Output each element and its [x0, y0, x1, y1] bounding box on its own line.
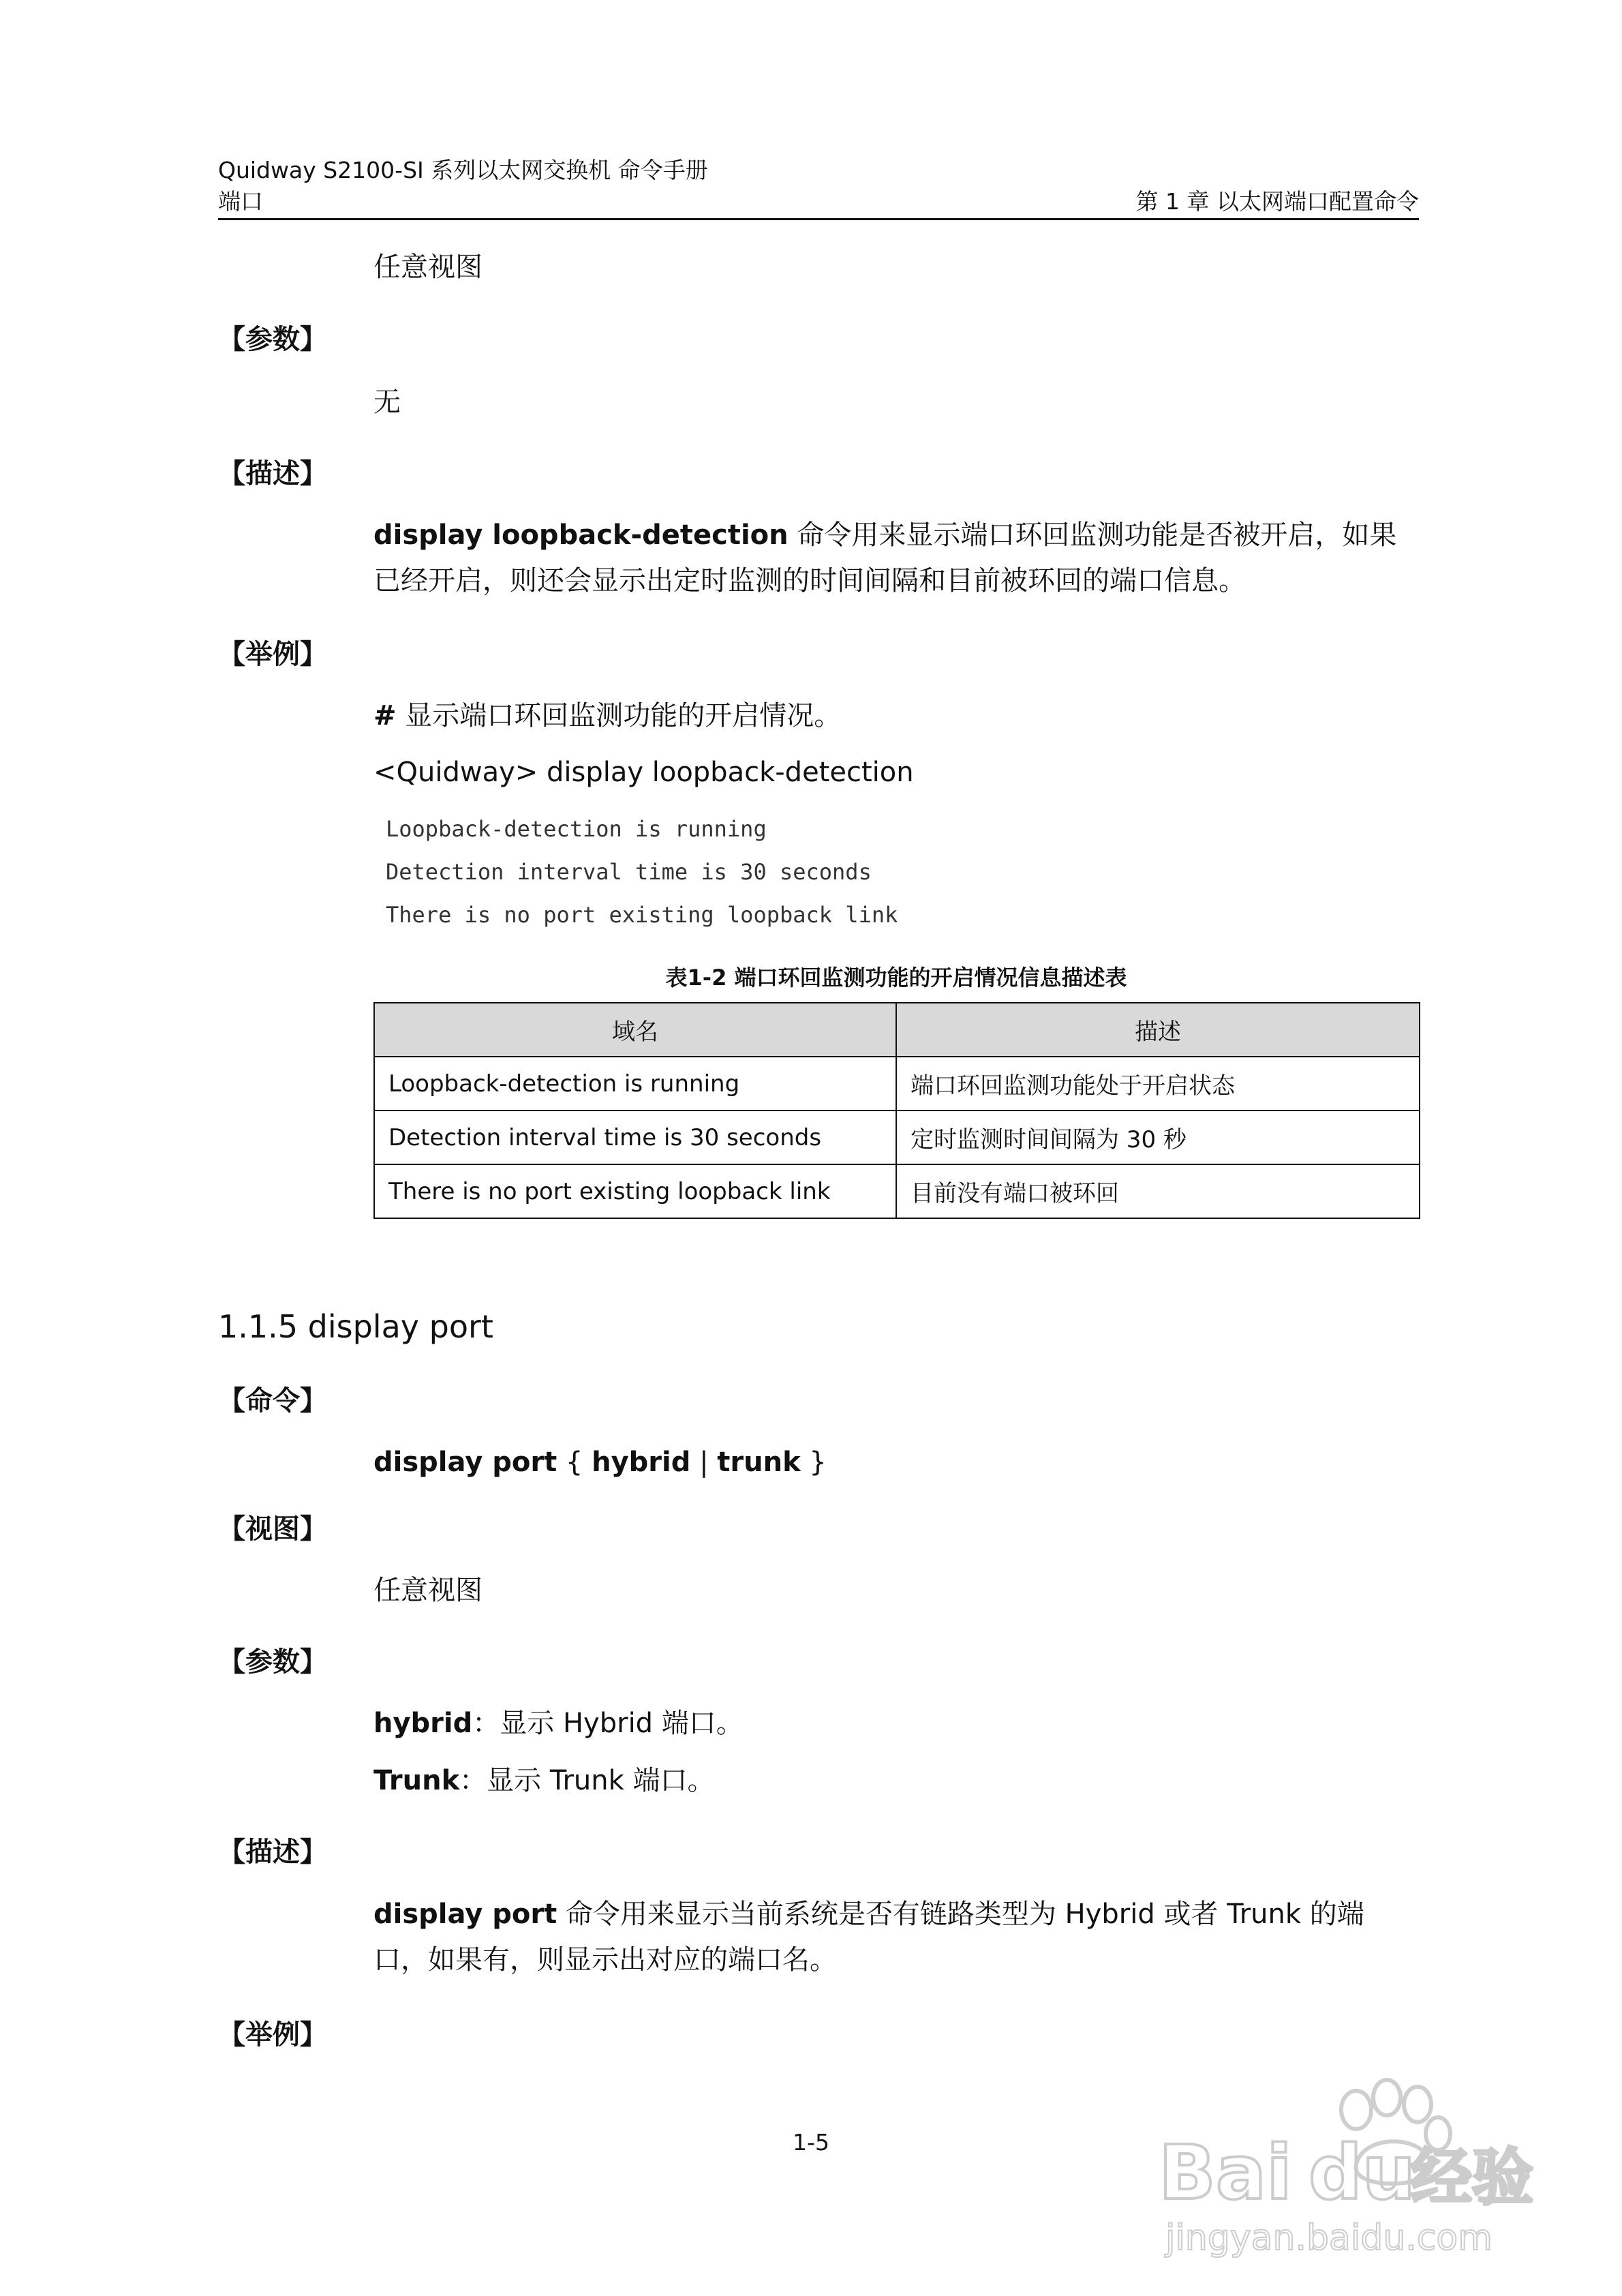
param-trunk	[373, 1764, 714, 1798]
description-cell: 端口环回监测功能处于开启状态	[896, 1057, 1420, 1111]
field-cell: There is no port existing loopback link	[374, 1164, 896, 1218]
syntax-trunk: trunk	[717, 1447, 801, 1478]
table-row	[374, 1111, 1420, 1164]
port-desc-heading: 【描述】	[218, 1837, 327, 1868]
loopback-description	[373, 513, 1416, 604]
output-line: There is no port existing loopback link	[386, 902, 898, 928]
port-description	[373, 1892, 1416, 1983]
loopback-example-comment	[373, 699, 841, 733]
loopback-view-text: 任意视图	[373, 252, 483, 283]
column-header-description: 描述	[896, 1003, 1420, 1057]
chapter-title: 第 1 章 以太网端口配置命令	[1135, 188, 1419, 215]
syntax-close-brace: }	[800, 1447, 827, 1478]
syntax-command: display port	[373, 1447, 557, 1478]
doc-title: Quidway S2100-SI 系列以太网交换机 命令手册	[218, 157, 708, 183]
svg-text:Bai: Bai	[1159, 2129, 1292, 2216]
description-cell: 定时监测时间间隔为 30 秒	[896, 1111, 1420, 1164]
param-hybrid-text: ：显示 Hybrid 端口。	[472, 1708, 744, 1739]
table-header-row	[374, 1003, 1420, 1057]
syntax-separator: |	[690, 1447, 718, 1478]
loopback-desc-text: 命令用来显示端口环回监测功能是否被开启，如果已经开启，则还会显示出定时监测的时间间隔和目前被环回的端口信息。	[373, 519, 1397, 596]
svg-text:经验: 经验	[1411, 2142, 1533, 2214]
output-line: Loopback-detection is running	[386, 816, 767, 842]
port-view-text: 任意视图	[373, 1575, 483, 1606]
port-example-heading: 【举例】	[218, 2019, 327, 2051]
loopback-desc-heading: 【描述】	[218, 458, 327, 489]
description-cell: 目前没有端口被环回	[896, 1164, 1420, 1218]
svg-text:du: du	[1309, 2129, 1416, 2216]
port-desc-command: display port	[373, 1899, 557, 1930]
param-trunk-name: Trunk	[373, 1765, 460, 1796]
table-row	[374, 1164, 1420, 1218]
section-title-display-port: 1.1.5 display port	[218, 1308, 493, 1345]
header-rule	[218, 218, 1419, 220]
param-trunk-text: ：显示 Trunk 端口。	[459, 1765, 715, 1796]
syntax-hybrid: hybrid	[592, 1447, 691, 1478]
port-command-heading: 【命令】	[218, 1385, 327, 1417]
column-header-field: 域名	[374, 1003, 896, 1057]
param-hybrid-name: hybrid	[373, 1708, 473, 1739]
port-params-heading: 【参数】	[218, 1646, 327, 1678]
output-line: Detection interval time is 30 seconds	[386, 859, 872, 885]
loopback-example-heading: 【举例】	[218, 639, 327, 670]
hash-mark: #	[373, 700, 397, 731]
loopback-params-text: 无	[373, 387, 401, 418]
svg-text:jingyan.baidu.com: jingyan.baidu.com	[1165, 2218, 1493, 2259]
table-row	[374, 1057, 1420, 1111]
param-hybrid	[373, 1706, 744, 1740]
page-number: 1-5	[793, 2129, 829, 2156]
field-cell: Detection interval time is 30 seconds	[374, 1111, 896, 1164]
info-table	[373, 1002, 1420, 1219]
syntax-open-brace: {	[557, 1447, 592, 1478]
field-cell: Loopback-detection is running	[374, 1057, 896, 1111]
port-desc-text: 命令用来显示当前系统是否有链路类型为 Hybrid 或者 Trunk 的端口，如果有，则显示出对应的端口名。	[373, 1899, 1364, 1976]
example-comment-text: 显示端口环回监测功能的开启情况。	[396, 700, 842, 731]
loopback-desc-command: display loopback-detection	[373, 519, 789, 551]
section-name: 端口	[218, 188, 263, 215]
loopback-params-heading: 【参数】	[218, 324, 327, 355]
port-command-syntax	[373, 1445, 827, 1479]
loopback-example-prompt: <Quidway> display loopback-detection	[373, 757, 914, 788]
baidu-jingyan-watermark	[1152, 2069, 1533, 2274]
table-caption: 表1-2 端口环回监测功能的开启情况信息描述表	[665, 965, 1127, 991]
port-view-heading: 【视图】	[218, 1513, 327, 1545]
